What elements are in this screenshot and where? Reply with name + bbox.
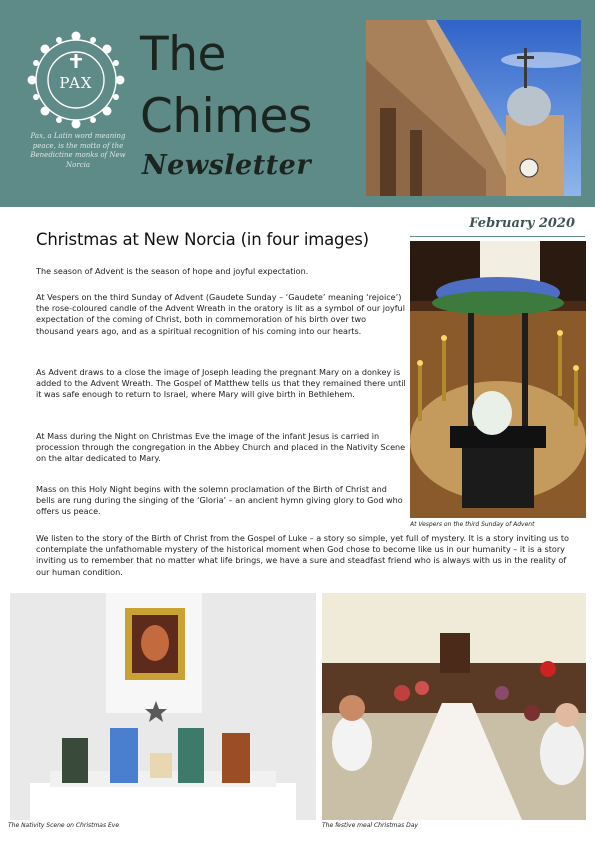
article-headline: Christmas at New Norcia (in four images)	[36, 230, 369, 249]
church-tower-photo	[366, 20, 581, 196]
header-divider	[410, 236, 585, 237]
festive-meal-photo	[322, 593, 586, 820]
article-paragraph: At Mass during the Night on Christmas Eve the image of the infant Jesus is carried in procession through the congregation in the Abbey Church and placed in the Nativity Scene on the altar dedicated to Mary.	[36, 431, 406, 464]
article-paragraph: The season of Advent is the season of hope and joyful expectation.	[36, 266, 309, 276]
nativity-scene-photo	[10, 593, 316, 820]
article-paragraph: Mass on this Holy Night begins with the solemn proclamation of the Birth of Christ and bells are rung during the singing of the ‘Gloria’ – an ancient hymn giving glory to God who offers us peace.	[36, 484, 403, 517]
article-paragraph: As Advent draws to a close the image of Joseph leading the pregnant Mary on a donkey is added to the Advent Wreath. The Gospel of Matthew tells us that they remained there until it was safe enough to return to Israel, where Mary will give birth in Bethlehem.	[36, 367, 406, 400]
masthead-title-line2: Chimes	[140, 89, 312, 144]
pax-wreath-logo	[26, 30, 126, 130]
advent-photo-caption: At Vespers on the third Sunday of Advent	[410, 521, 535, 528]
meal-photo-caption: The festive meal Christmas Day	[322, 822, 418, 829]
masthead-banner	[0, 0, 595, 207]
pax-logo-text: PAX	[59, 74, 93, 92]
masthead-motto: Pax, a Latin word meaning peace, is the motto of the Benedictine monks of New Norcia	[30, 132, 126, 169]
masthead-subtitle: Newsletter	[142, 150, 312, 181]
issue-date: February 2020	[469, 216, 575, 231]
article-paragraph: We listen to the story of the Birth of Christ from the Gospel of Luke – a story so simple, yet full of mystery. It is a story inviting us to contemplate the unfathomable mystery of the historical moment when God chose to become like us in our humanity – it is a story inviting us to remember that no matter what life brings, we have a sure and steadfast friend who is always with us in the reality of our human condition.	[36, 533, 569, 577]
nativity-photo-caption: The Nativity Scene on Christmas Eve	[8, 822, 120, 829]
masthead-title-line1: The	[140, 27, 226, 82]
article-paragraph: At Vespers on the third Sunday of Advent (Gaudete Sunday – ‘Gaudete’ meaning ‘rejoice’) the rose-coloured candle of the Advent Wreath in the oratory is lit as a symbol of our joyful expectation of the coming of Christ, both in commemoration of his birth over two thousand years ago, and as a spiritual recognition of his coming into our hearts.	[36, 292, 405, 336]
advent-wreath-photo	[410, 241, 586, 518]
